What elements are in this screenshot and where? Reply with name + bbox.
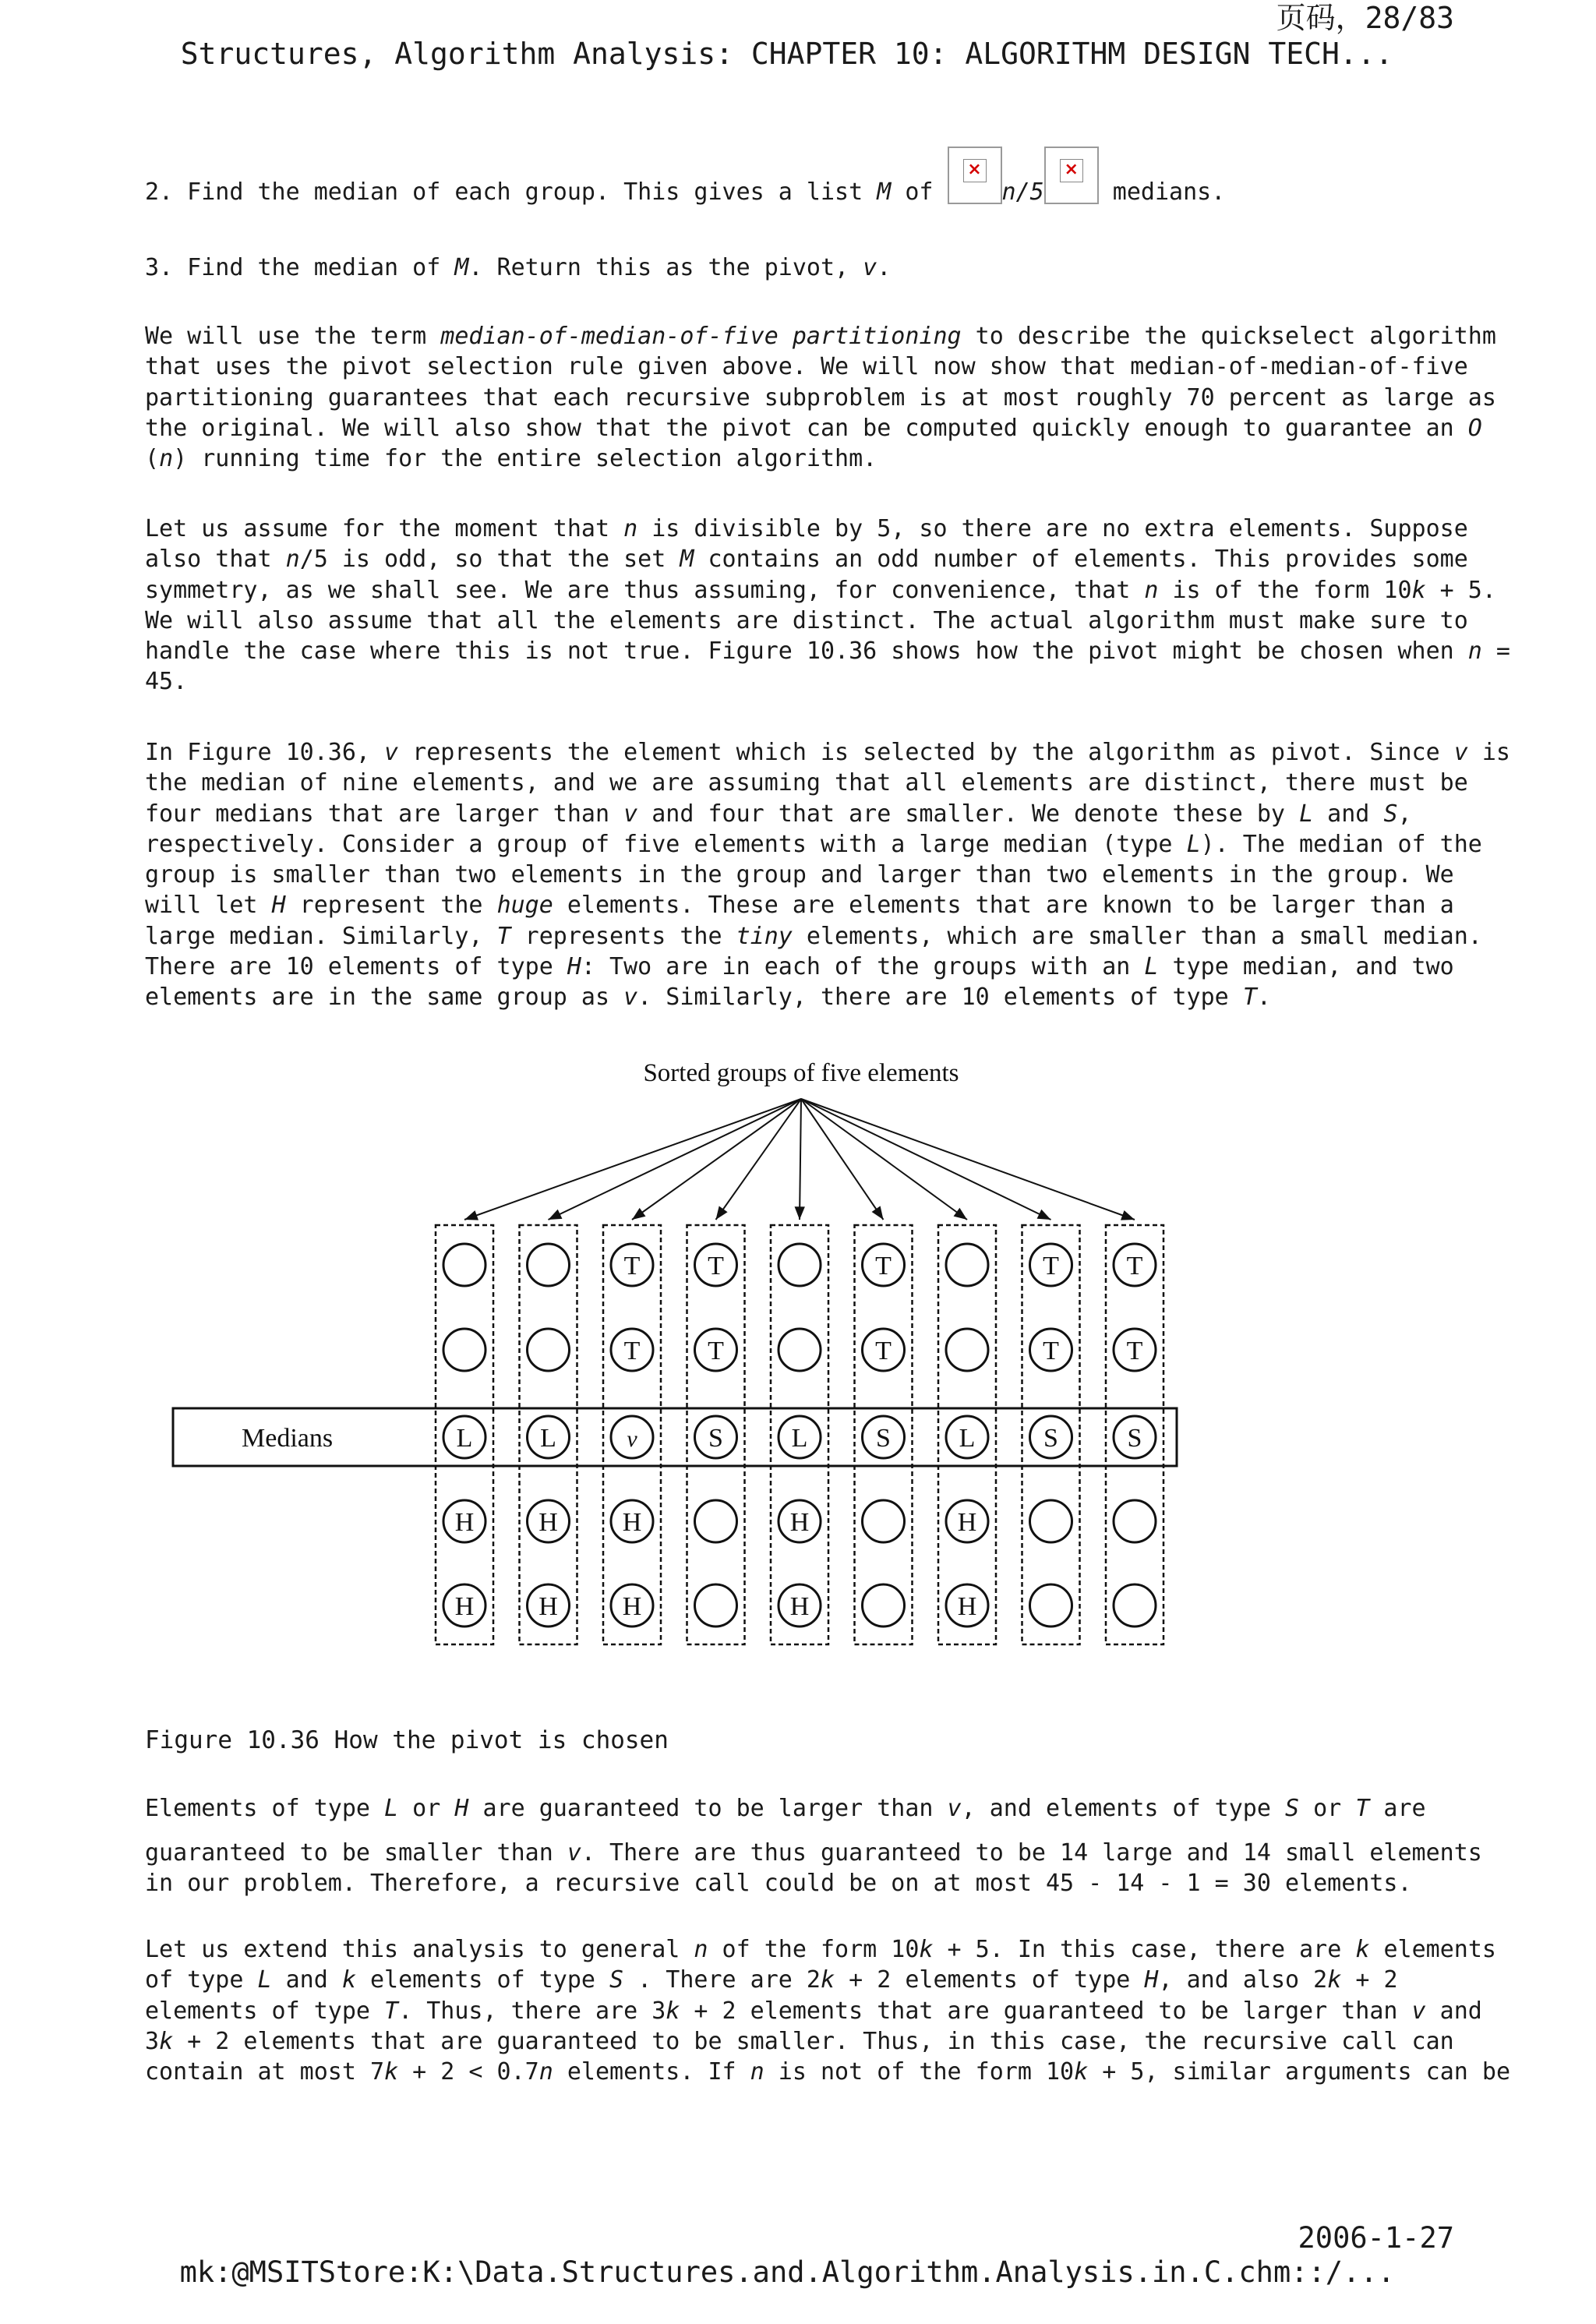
header-title: Structures, Algorithm Analysis: CHAPTER 10: ALGORITHM DESIGN TECH... bbox=[180, 37, 1393, 71]
arrow-head bbox=[795, 1206, 805, 1220]
element-label: L bbox=[959, 1424, 976, 1453]
element-label: L bbox=[456, 1424, 473, 1453]
paragraph-general-n: Let us extend this analysis to general n of the form 10k + 5. In this case, there are k elements of type L and k elements of type S . There are 2k + 2 elements of type H, and also 2k + 2 elements of type T. Thus, there are 3k + 2 elements that are guaranteed to be larger than v and 3k + 2 elements that are guaranteed to be smaller. Thus, in this case, the recursive call can contain at most 7k + 2 < 0.7n elements. If n is not of the form 10k + 5, similar arguments can be bbox=[145, 1936, 1511, 2086]
element-circle bbox=[1030, 1500, 1072, 1542]
broken-image-icon: × bbox=[948, 147, 1002, 204]
element-circle bbox=[528, 1329, 570, 1371]
element-label: T bbox=[875, 1337, 892, 1365]
element-label: H bbox=[454, 1508, 475, 1537]
element-label: T bbox=[708, 1252, 724, 1280]
element-circle bbox=[779, 1329, 821, 1371]
element-label: T bbox=[623, 1337, 641, 1365]
arrow-head bbox=[1037, 1210, 1051, 1220]
page-footer bbox=[145, 2221, 1454, 2324]
step-3: 3. Find the median of M. Return this as the pivot, v. bbox=[145, 254, 892, 281]
medians-label: Medians bbox=[242, 1424, 334, 1453]
element-circle bbox=[779, 1244, 821, 1286]
element-circle bbox=[946, 1329, 988, 1371]
element-label: S bbox=[876, 1424, 891, 1453]
element-circle bbox=[443, 1244, 486, 1286]
paragraph-guarantees-2: guaranteed to be smaller than v. There are thus guaranteed to be 14 large and 14 small elements in our problem. Therefore, a recursive call could be on at most 45 - 14 - 1 = 30 elements. bbox=[145, 1839, 1482, 1898]
element-label: T bbox=[1043, 1252, 1059, 1280]
element-label: H bbox=[622, 1592, 642, 1621]
step-2: 2. Find the median of each group. This gives a list M of × n/5 × medians. bbox=[145, 147, 1462, 207]
element-label: T bbox=[623, 1252, 641, 1280]
group-arrow bbox=[464, 1099, 801, 1220]
element-circle bbox=[695, 1500, 737, 1542]
element-label: H bbox=[789, 1508, 810, 1537]
element-label: L bbox=[791, 1424, 808, 1453]
group-arrow bbox=[632, 1099, 801, 1220]
element-circle bbox=[1114, 1500, 1156, 1542]
element-label: T bbox=[1126, 1252, 1143, 1280]
arrow-head bbox=[632, 1208, 645, 1220]
paragraph-figure-explanation: In Figure 10.36, v represents the element which is selected by the algorithm as pivot. Since v is the median of nine elements, and we are assuming that all elements are distinct, there must be four medians that are larger than v and four that are smaller. We denote these by L and S, respectively. Consider a group of five elements with a large median (type L). The median of the group is smaller than two elements in the group and larger than two elements in the group. We will let H represent the huge elements. These are elements that are known to be larger than a large median. Similarly, T represents the tiny elements, which are smaller than a small median. There are 10 elements of type H: Two are in each of the groups with an L type median, and two elements are in the same group as v. Similarly, there are 10 elements of type T. bbox=[145, 739, 1510, 1012]
element-label: T bbox=[1126, 1337, 1143, 1365]
arrow-head bbox=[716, 1206, 728, 1220]
element-label: v bbox=[627, 1426, 637, 1452]
footer-date: 2006-1-27 bbox=[1298, 2221, 1454, 2255]
element-label: T bbox=[875, 1252, 892, 1280]
arrow-head bbox=[872, 1206, 884, 1220]
figure-title: Sorted groups of five elements bbox=[643, 1059, 959, 1087]
arrow-head bbox=[464, 1210, 478, 1220]
element-circle bbox=[443, 1329, 486, 1371]
element-label: H bbox=[957, 1508, 977, 1537]
element-circle bbox=[863, 1500, 905, 1542]
element-circle bbox=[695, 1584, 737, 1626]
element-groups bbox=[436, 1225, 1163, 1644]
element-circle bbox=[1114, 1584, 1156, 1626]
group-arrow bbox=[800, 1099, 801, 1220]
arrow-head bbox=[1121, 1210, 1135, 1220]
group-arrow bbox=[801, 1099, 967, 1220]
paragraph-assumptions: Let us assume for the moment that n is divisible by 5, so there are no extra elements. Suppose also that n/5 is odd, so that the set M contains an odd number of elements. This provides some symmetry, as we shall see. We are thus assuming, for convenience, that n is of the form 10k + 5. We will also assume that all the elements are distinct. The actual algorithm must make sure to handle the case where this is not true. Figure 10.36 shows how the pivot might be chosen when n = 45. bbox=[145, 515, 1510, 696]
element-circle bbox=[946, 1244, 988, 1286]
element-label: S bbox=[1127, 1424, 1142, 1453]
element-label: T bbox=[708, 1337, 724, 1365]
group-arrow bbox=[716, 1099, 802, 1220]
footer-path: mk:@MSITStore:K:\Data.Structures.and.Algorithm.Analysis.in.C.chm::/... bbox=[179, 2255, 1395, 2289]
element-label: T bbox=[1043, 1337, 1059, 1365]
paragraph-partitioning: We will use the term median-of-median-of-five partitioning to describe the quickselect algorithm that uses the pivot selection rule given above. We will now show that median-of-median-of-five partitioning guarantees that each recursive subproblem is at most roughly 70 percent as large as the original. We will also show that the pivot can be computed quickly enough to guarantee an O (n) running time for the entire selection algorithm. bbox=[145, 323, 1496, 473]
element-label: H bbox=[789, 1592, 810, 1621]
group-arrow bbox=[801, 1099, 884, 1220]
group-arrow bbox=[549, 1099, 802, 1220]
arrow-head bbox=[954, 1208, 967, 1220]
arrow-head bbox=[549, 1210, 563, 1220]
group-arrow bbox=[801, 1099, 1135, 1220]
element-circle bbox=[1030, 1584, 1072, 1626]
element-label: H bbox=[957, 1592, 977, 1621]
element-circle bbox=[528, 1244, 570, 1286]
element-label: L bbox=[540, 1424, 556, 1453]
broken-image-icon: × bbox=[1044, 147, 1099, 204]
header-page-number: 页码，28/83 bbox=[1276, 1, 1454, 35]
element-label: S bbox=[1043, 1424, 1058, 1453]
element-label: H bbox=[622, 1508, 642, 1537]
element-label: S bbox=[708, 1424, 723, 1453]
element-label: H bbox=[538, 1508, 558, 1537]
figure-arrows bbox=[464, 1099, 1135, 1220]
element-circle bbox=[863, 1584, 905, 1626]
paragraph-guarantees-1: Elements of type L or H are guaranteed to be larger than v, and elements of type S or T are bbox=[145, 1795, 1426, 1822]
pivot-figure bbox=[0, 1029, 1596, 1668]
element-label: H bbox=[454, 1592, 475, 1621]
page-header bbox=[145, 0, 1454, 108]
group-arrow bbox=[801, 1099, 1051, 1220]
element-label: H bbox=[538, 1592, 558, 1621]
figure-caption: Figure 10.36 How the pivot is chosen bbox=[145, 1726, 669, 1754]
